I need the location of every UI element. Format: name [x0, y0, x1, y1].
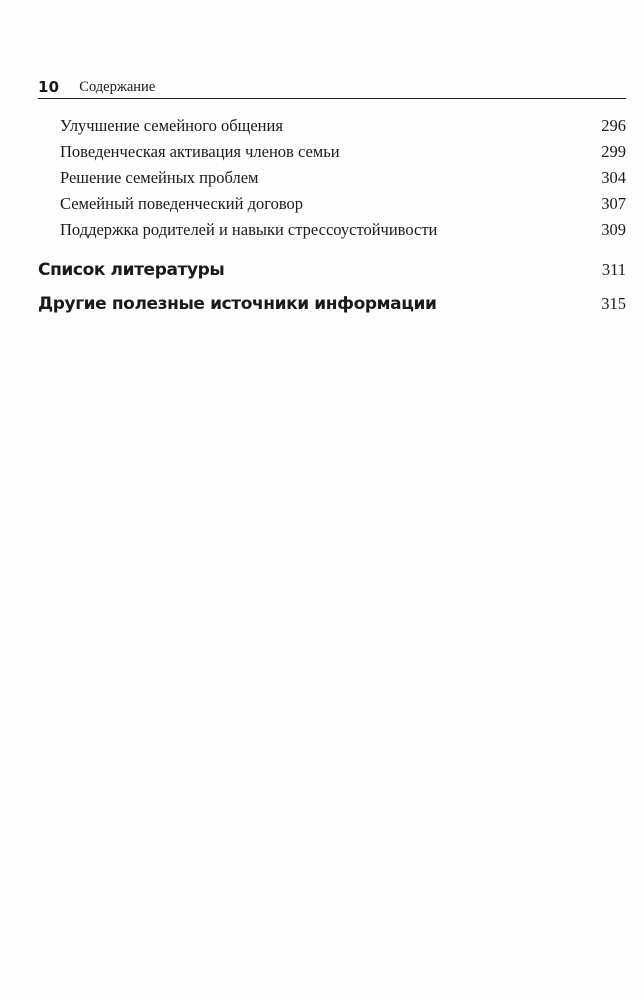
toc-entry-page: 307: [601, 194, 626, 213]
toc-entry: [38, 139, 626, 165]
toc-entry-page: 309: [601, 220, 626, 239]
toc-entry-title: Поведенческая активация членов семьи: [60, 142, 340, 161]
toc-chapter-entry: [38, 287, 626, 321]
toc-entry: [38, 113, 626, 139]
toc-subsection-list: [38, 113, 626, 243]
toc-chapter-title: Другие полезные источники информации: [38, 294, 437, 314]
running-title: Содержание: [79, 78, 156, 95]
running-header: [38, 76, 626, 99]
page-number: 10: [38, 78, 60, 96]
toc-chapter-page: 315: [601, 294, 626, 313]
toc-chapter-page: 311: [601, 260, 626, 279]
toc-entry-title: Решение семейных проблем: [60, 168, 259, 187]
toc-chapter-title: Список литературы: [38, 260, 225, 280]
toc-entry: [38, 217, 626, 243]
toc-entry-page: 304: [601, 168, 626, 187]
toc-entry-page: 299: [601, 142, 626, 161]
toc-entry: [38, 165, 626, 191]
toc-chapter-list: [38, 253, 626, 321]
table-of-contents: [38, 113, 626, 321]
toc-entry-page: 296: [601, 116, 626, 135]
toc-entry-title: Семейный поведенческий договор: [60, 194, 304, 213]
toc-entry-title: Улучшение семейного общения: [60, 116, 283, 135]
toc-entry: [38, 191, 626, 217]
toc-chapter-entry: [38, 253, 626, 287]
toc-entry-title: Поддержка родителей и навыки стрессоустойчивости: [60, 220, 438, 239]
